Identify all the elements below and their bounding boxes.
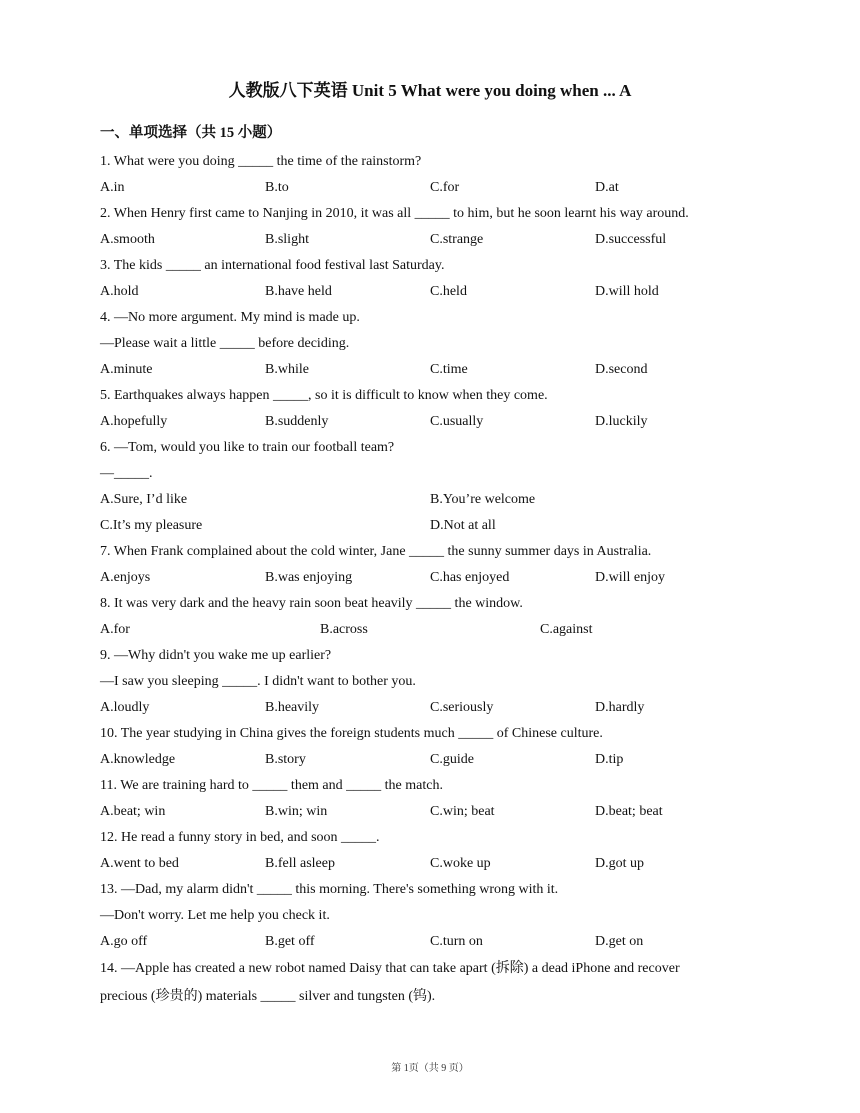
- option-a: A.beat; win: [100, 804, 166, 819]
- question-stem-7: 7. When Frank complained about the cold winter, Jane _____ the sunny summer days in Australia.: [100, 544, 652, 559]
- question-stem-3: 3. The kids _____ an international food festival last Saturday.: [100, 258, 445, 273]
- option-b: B.You’re welcome: [430, 492, 536, 507]
- option-b: B.suddenly: [265, 414, 329, 429]
- question-stem-8: 8. It was very dark and the heavy rain soon beat heavily _____ the window.: [100, 596, 523, 611]
- option-c: C.win; beat: [430, 804, 495, 819]
- options-row-6b: [100, 513, 760, 539]
- options-row-6a: [100, 487, 760, 513]
- options-row-5: [100, 409, 760, 435]
- option-a: A.knowledge: [100, 752, 176, 767]
- option-c: C.strange: [430, 232, 484, 247]
- option-c: C.seriously: [430, 700, 494, 715]
- option-c: C.guide: [430, 752, 474, 767]
- option-b: B.heavily: [265, 700, 320, 715]
- page-title: 人教版八下英语 Unit 5 What were you doing when ... A: [228, 81, 632, 100]
- question-stem-14-cont: precious (珍贵的) materials _____ silver and tungsten (钨).: [100, 989, 436, 1004]
- question-stem-10: 10. The year studying in China gives the foreign students much _____ of Chinese culture.: [100, 726, 603, 741]
- options-row-8: [100, 617, 760, 643]
- question-stem-11: 11. We are training hard to _____ them and _____ the match.: [100, 778, 443, 793]
- option-c: C.held: [430, 284, 467, 299]
- options-row-9: [100, 695, 760, 721]
- option-b: B.get off: [265, 934, 315, 949]
- option-d: D.get on: [595, 934, 644, 949]
- option-b: B.story: [265, 752, 306, 767]
- option-a: A.loudly: [100, 700, 150, 715]
- option-a: A.smooth: [100, 232, 155, 247]
- option-d: D.hardly: [595, 700, 645, 715]
- option-c: C.turn on: [430, 934, 483, 949]
- option-c: C.for: [430, 180, 460, 195]
- option-a: A.enjoys: [100, 570, 151, 585]
- options-row-4: [100, 357, 760, 383]
- option-d: D.tip: [595, 752, 624, 767]
- option-d: D.will enjoy: [595, 570, 665, 585]
- option-b: B.was enjoying: [265, 570, 353, 585]
- option-a: A.go off: [100, 934, 148, 949]
- options-row-13: [100, 929, 760, 955]
- option-a: A.in: [100, 180, 125, 195]
- options-row-7: [100, 565, 760, 591]
- option-b: B.win; win: [265, 804, 328, 819]
- option-c: C.It’s my pleasure: [100, 518, 203, 533]
- option-d: D.beat; beat: [595, 804, 663, 819]
- question-stem-14: 14. —Apple has created a new robot named Daisy that can take apart (拆除) a dead iPhone and recover: [100, 961, 680, 976]
- question-stem-13-reply: —Don't worry. Let me help you check it.: [100, 908, 330, 923]
- option-c: C.against: [540, 622, 593, 637]
- option-d: D.got up: [595, 856, 644, 871]
- option-b: B.across: [320, 622, 368, 637]
- option-d: D.second: [595, 362, 648, 377]
- option-b: B.to: [265, 180, 289, 195]
- question-stem-9-reply: —I saw you sleeping _____. I didn't want to bother you.: [100, 674, 416, 689]
- question-stem-6-reply: —_____.: [100, 466, 153, 481]
- option-c: C.time: [430, 362, 468, 377]
- option-b: B.while: [265, 362, 309, 377]
- question-stem-12: 12. He read a funny story in bed, and soon _____.: [100, 830, 380, 845]
- option-c: C.has enjoyed: [430, 570, 510, 585]
- options-row-12: [100, 851, 760, 877]
- options-row-2: [100, 227, 760, 253]
- options-row-10: [100, 747, 760, 773]
- option-c: C.woke up: [430, 856, 491, 871]
- option-a: A.hold: [100, 284, 139, 299]
- option-b: B.fell asleep: [265, 856, 335, 871]
- options-row-1: [100, 175, 760, 201]
- question-stem-13: 13. —Dad, my alarm didn't _____ this morning. There's something wrong with it.: [100, 882, 559, 897]
- option-d: D.will hold: [595, 284, 659, 299]
- option-d: D.successful: [595, 232, 667, 247]
- question-list: [100, 149, 760, 1011]
- option-c: C.usually: [430, 414, 484, 429]
- option-b: B.have held: [265, 284, 332, 299]
- options-row-3: [100, 279, 760, 305]
- question-stem-1: 1. What were you doing _____ the time of the rainstorm?: [100, 154, 422, 169]
- option-a: A.went to bed: [100, 856, 179, 871]
- question-stem-6: 6. —Tom, would you like to train our football team?: [100, 440, 395, 455]
- option-d: D.Not at all: [430, 518, 496, 533]
- options-row-11: [100, 799, 760, 825]
- option-a: A.Sure, I’d like: [100, 492, 188, 507]
- option-d: D.luckily: [595, 414, 648, 429]
- question-stem-5: 5. Earthquakes always happen _____, so it is difficult to know when they come.: [100, 388, 548, 403]
- option-b: B.slight: [265, 232, 309, 247]
- option-d: D.at: [595, 180, 619, 195]
- section-heading: 一、单项选择（共 15 小题）: [100, 125, 282, 141]
- option-a: A.for: [100, 622, 130, 637]
- question-stem-2: 2. When Henry first came to Nanjing in 2010, it was all _____ to him, but he soon learnt his way around.: [100, 206, 689, 221]
- question-stem-4-reply: —Please wait a little _____ before deciding.: [100, 336, 350, 351]
- question-stem-9: 9. —Why didn't you wake me up earlier?: [100, 648, 332, 663]
- page-footer: 第 1页（共 9 页）: [391, 1063, 469, 1074]
- option-a: A.minute: [100, 362, 153, 377]
- option-a: A.hopefully: [100, 414, 168, 429]
- question-stem-4: 4. —No more argument. My mind is made up.: [100, 310, 360, 325]
